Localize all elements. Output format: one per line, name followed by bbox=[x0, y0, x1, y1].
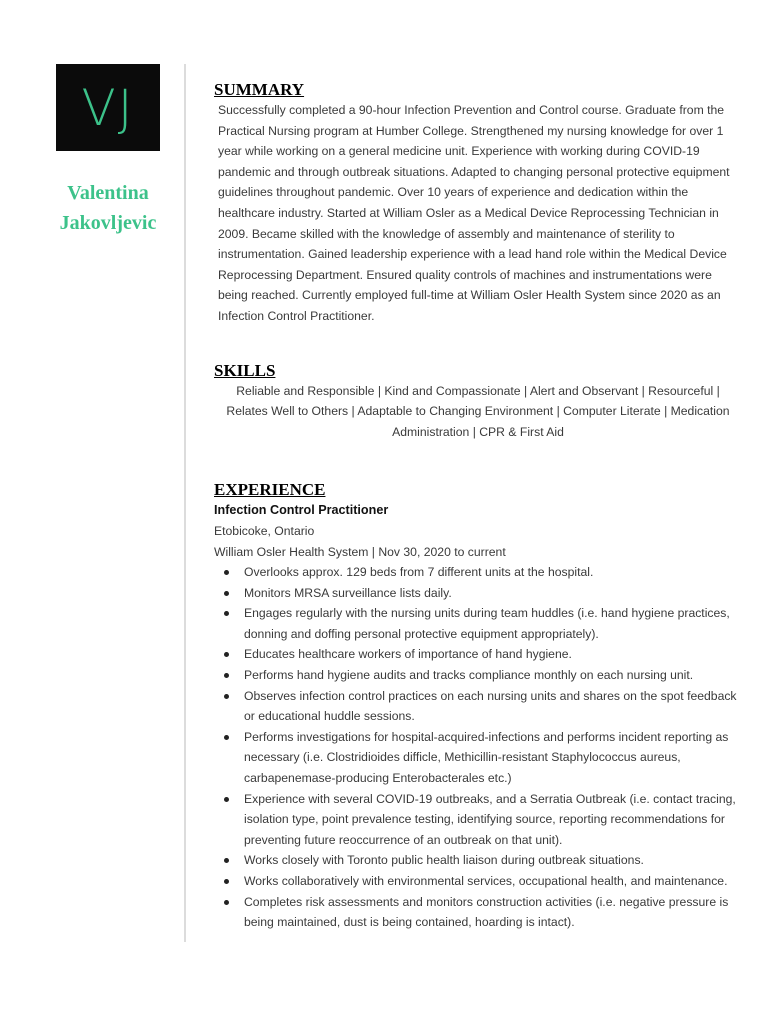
list-item: Performs hand hygiene audits and tracks compliance monthly on each nursing unit. bbox=[214, 665, 742, 686]
list-item: Works closely with Toronto public health liaison during outbreak situations. bbox=[214, 850, 742, 871]
list-item: Completes risk assessments and monitors construction activities (i.e. negative pressure is being maintained, dust is being contained, hoarding is intact). bbox=[214, 892, 742, 933]
last-name: Jakovljevic bbox=[59, 212, 157, 234]
initials: VJ bbox=[81, 78, 135, 137]
list-item: Engages regularly with the nursing units during team huddles (i.e. hand hygiene practices, donning and doffing personal protective equipment appropriately). bbox=[214, 603, 742, 644]
employer-dates: William Osler Health System | Nov 30, 2020 to current bbox=[214, 544, 506, 559]
resume-main bbox=[214, 80, 742, 933]
experience-heading: EXPERIENCE bbox=[214, 480, 326, 500]
list-item: Monitors MRSA surveillance lists daily. bbox=[214, 583, 742, 604]
experience-section bbox=[214, 480, 742, 932]
experience-bullets bbox=[214, 562, 742, 933]
list-item: Educates healthcare workers of importance of hand hygiene. bbox=[214, 644, 742, 665]
job-location: Etobicoke, Ontario bbox=[214, 523, 315, 538]
list-item: Works collaboratively with environmental services, occupational health, and maintenance. bbox=[214, 871, 742, 892]
list-item: Observes infection control practices on each nursing units and shares on the spot feedback or educational huddle sessions. bbox=[214, 686, 742, 727]
monogram-logo bbox=[56, 64, 160, 151]
summary-section bbox=[214, 80, 742, 327]
list-item: Overlooks approx. 129 beds from 7 different units at the hospital. bbox=[214, 562, 742, 583]
candidate-name bbox=[40, 178, 176, 238]
list-item: Performs investigations for hospital-acquired-infections and performs incident reporting as necessary (i.e. Clostridioides difficle, Methicillin-resistant Staphylococcus aureus, carbapenemase-producing Enterobacterales etc.) bbox=[214, 727, 742, 789]
first-name: Valentina bbox=[67, 182, 149, 204]
job-title: Infection Control Practitioner bbox=[214, 503, 389, 518]
summary-heading: SUMMARY bbox=[214, 80, 305, 99]
skills-section bbox=[214, 361, 742, 443]
list-item: Experience with several COVID-19 outbreaks, and a Serratia Outbreak (i.e. contact tracing, isolation type, point prevalence testing, identifying source, reporting recommendations for preventing future reoccurrence of an outbreak on that unit). bbox=[214, 789, 742, 851]
skills-text: Reliable and Responsible | Kind and Compassionate | Alert and Observant | Resourceful | Relates Well to Others | Adaptable to Changing Environment | Computer Literate | Medication Administration | CPR & First Aid bbox=[226, 383, 730, 439]
skills-heading: SKILLS bbox=[214, 360, 276, 380]
summary-text: Successfully completed a 90-hour Infection Prevention and Control course. Graduate from the Practical Nursing program at Humber College. Strengthened my nursing knowledge for over 1 year while working on a general medicine unit. Experience with working during COVID-19 pandemic and through outbreak situations. Adapted to changing personal protective equipment guidelines throughout pandemic. Over 10 years of experience and dedication within the healthcare industry. Started at William Osler as a Medical Device Reprocessing Technician in 2009. Became skilled with the knowledge of assembly and maintenance of sterility to instrumentation. Gained leadership experience with a lead hand role within the Medical Device Reprocessing Department. Ensured quality controls of machines and instrumentations were being reached. Currently employed full-time at William Osler Health System since 2020 as an Infection Control Practitioner. bbox=[218, 103, 730, 323]
vertical-divider bbox=[184, 64, 186, 942]
